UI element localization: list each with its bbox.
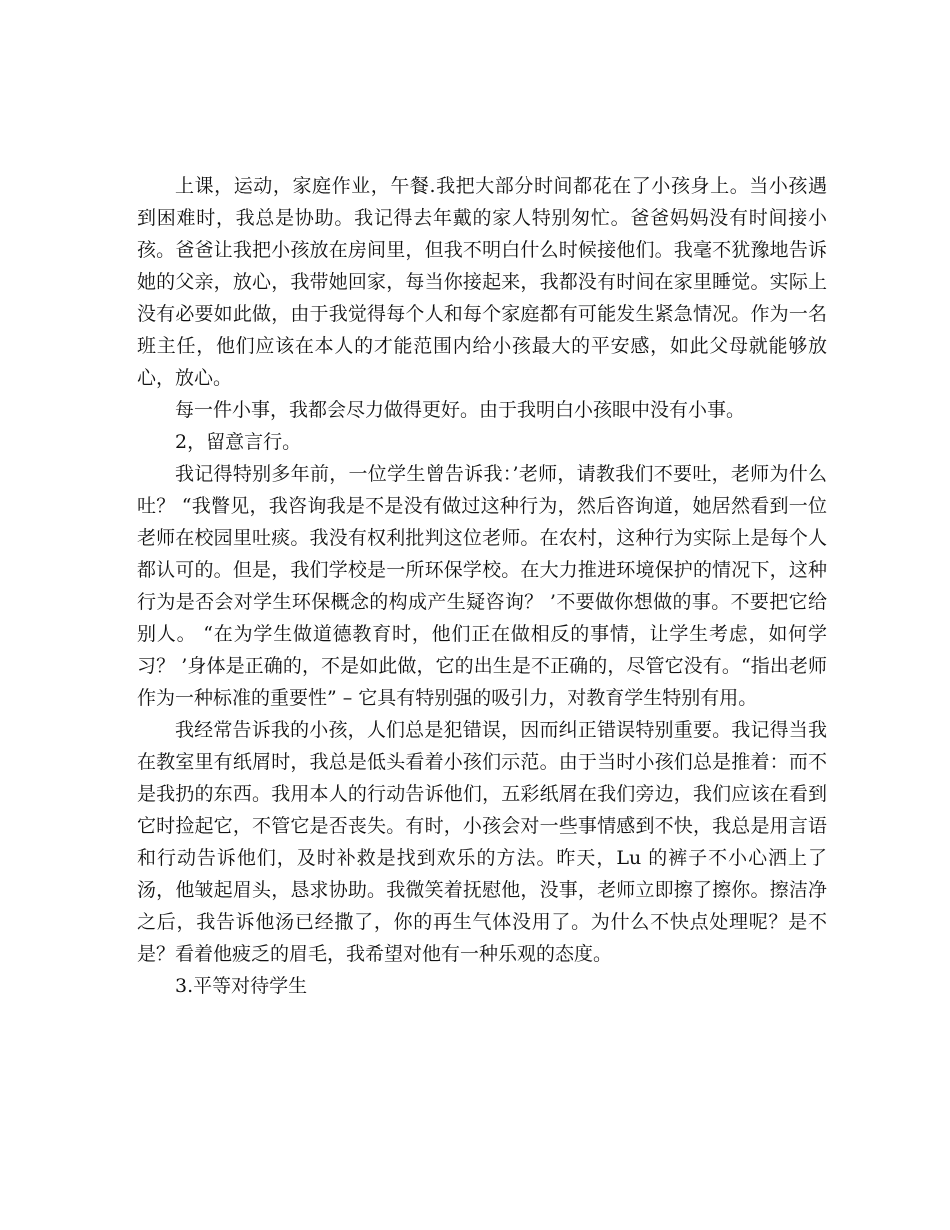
paragraph-teacher-spitting: 我记得特别多年前，一位学生曾告诉我：’老师，请教我们不要吐，老师为什么吐？ “我瞥见，我咨询我是不是没有做过这种行为，然后咨询道，她居然看到一位老师在校园里吐痰。我没有权利批判这位老师。在农村，这种行为实际上是每个人都认可的。但是，我们学校是一所环保学校。在大力推进环境保护的情况下，这种行为是否会对学生环保概念的构成产生疑咨询？ ’不要做你想做的事。不要把它给别人。 “在为学生做道德教育时，他们正在做相反的事情，让学生考虑，如何学习？ ’身体是正确的，不是如此做，它的出生是不正确的，尽管它没有。“指出老师作为一种标准的重要性” – 它具有特别强的吸引力，对教育学生特别有用。 [137, 463, 827, 709]
paragraph-small-things: 每一件小事，我都会尽力做得更好。由于我明白小孩眼中没有小事。 [175, 399, 746, 421]
paragraph-correcting-mistakes: 我经常告诉我的小孩，人们总是犯错误，因而纠正错误特别重要。我记得当我在教室里有纸屑时，我总是低头看着小孩们示范。由于当时小孩们总是推着：而不是我扔的东西。我用本人的行动告诉他们，五彩纸屑在我们旁边，我们应该在看到它时捡起它，不管它是否丧失。有时，小孩会对一些事情感到不快，我总是用言语和行动告诉他们，及时补救是找到欢乐的方法。昨天，Lu 的裤子不小心洒上了汤，他皱起眉头，恳求协助。我微笑着抚慰他，没事，老师立即擦了擦你。擦洁净之后，我告诉他汤已经撒了，你的再生气体没用了。为什么不快点处理呢？是不是？看着他疲乏的眉毛，我希望对他有一种乐观的态度。 [137, 719, 827, 965]
heading-words-and-deeds: 2，留意言行。 [175, 431, 302, 453]
heading-treat-students-equally: 3.平等对待学生 [175, 975, 308, 997]
document-body [137, 170, 827, 1002]
paragraph-care-for-children: 上课，运动，家庭作业，午餐.我把大部分时间都花在了小孩身上。当小孩遇到困难时，我总是协助。我记得去年戴的家人特别匆忙。爸爸妈妈没有时间接小孩。爸爸让我把小孩放在房间里，但我不明白什么时候接他们。我毫不犹豫地告诉她的父亲，放心，我带她回家，每当你接起来，我都没有时间在家里睡觉。实际上没有必要如此做，由于我觉得每个人和每个家庭都有可能发生紧急情况。作为一名班主任，他们应该在本人的才能范围内给小孩最大的平安感，如此父母就能够放心，放心。 [137, 175, 827, 389]
